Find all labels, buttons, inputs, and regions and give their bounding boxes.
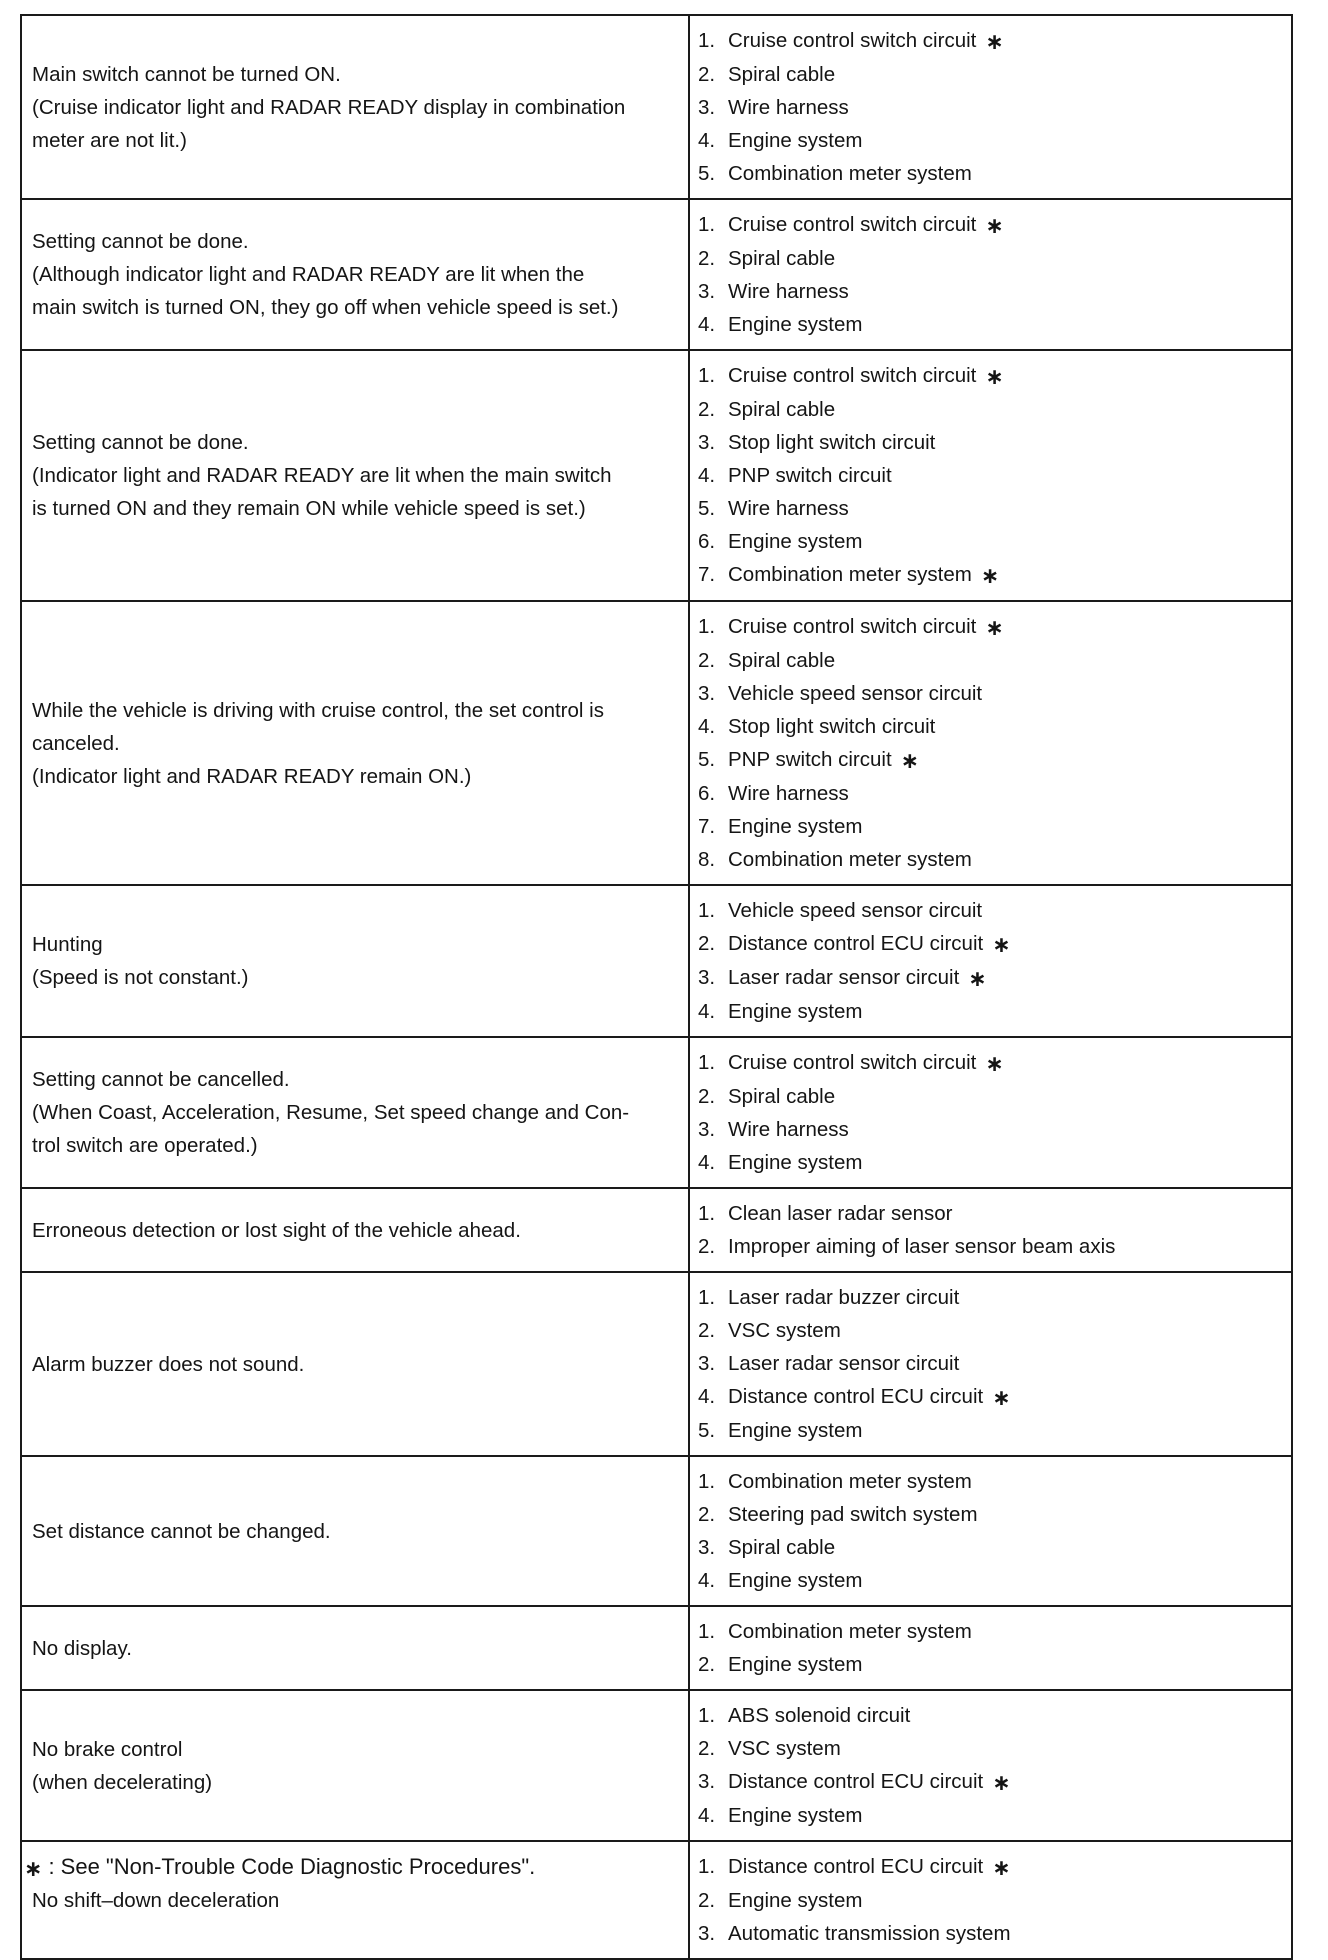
suspect-area-item — [698, 58, 1283, 91]
item-text: Laser radar buzzer circuit — [728, 1286, 960, 1309]
item-number: 7. — [698, 815, 716, 838]
symptom-text: (Although indicator light and RADAR READY are lit when the — [32, 263, 585, 286]
item-text: PNP switch circuit — [728, 464, 892, 487]
symptom-text: meter are not lit.) — [32, 128, 187, 152]
item-number: 4. — [698, 715, 716, 738]
item-number: 2. — [698, 1235, 716, 1258]
symptom-text: Erroneous detection or lost sight of the vehicle ahead. — [32, 1218, 521, 1242]
symptom-text: While the vehicle is driving with cruise control, the set control is — [32, 698, 604, 722]
symptom-text: No display. — [32, 1636, 132, 1660]
suspect-area-cell — [689, 1690, 1292, 1841]
item-number: 2. — [698, 1319, 716, 1342]
suspect-area-cell — [689, 350, 1292, 601]
item-text: Engine system — [728, 1151, 863, 1174]
symptom-text: Setting cannot be done. — [32, 230, 249, 253]
item-number: 6. — [698, 530, 716, 553]
item-text: VSC system — [728, 1319, 841, 1342]
suspect-area-item — [698, 1230, 1283, 1263]
item-number: 1. — [698, 29, 716, 52]
suspect-area-cell — [689, 1606, 1292, 1690]
item-number: 2. — [698, 63, 716, 86]
suspect-area-item — [698, 275, 1283, 308]
asterisk-icon: ∗ — [992, 932, 1011, 957]
suspect-area-cell — [689, 199, 1292, 350]
symptom-text: Set distance cannot be changed. — [32, 1519, 331, 1543]
item-number: 5. — [698, 748, 716, 771]
item-text: Cruise control switch circuit — [728, 29, 977, 52]
item-number: 1. — [698, 364, 716, 387]
table-row — [21, 1690, 1292, 1841]
suspect-area-item — [698, 1732, 1283, 1765]
item-text: Engine system — [728, 815, 863, 838]
asterisk-icon: ∗ — [985, 213, 1004, 238]
item-number: 2. — [698, 1503, 716, 1526]
suspect-area-cell — [689, 1841, 1292, 1959]
symptom-text: Hunting — [32, 933, 103, 956]
symptom-cell — [21, 1690, 689, 1841]
item-text: Engine system — [728, 313, 863, 336]
symptom-cell — [21, 1606, 689, 1690]
item-number: 2. — [698, 649, 716, 672]
suspect-area-item — [698, 995, 1283, 1028]
item-number: 5. — [698, 162, 716, 185]
item-text: Spiral cable — [728, 1085, 836, 1108]
item-number: 3. — [698, 1922, 716, 1945]
suspect-area-cell — [689, 1188, 1292, 1272]
item-number: 3. — [698, 96, 716, 119]
asterisk-icon: ∗ — [24, 1856, 43, 1881]
suspect-area-item — [698, 1498, 1283, 1531]
suspect-area-item — [698, 610, 1283, 644]
item-text: Engine system — [728, 1419, 863, 1442]
table-row — [21, 199, 1292, 350]
suspect-area-item — [698, 208, 1283, 242]
item-text: Stop light switch circuit — [728, 715, 936, 738]
asterisk-icon: ∗ — [992, 1770, 1011, 1795]
symptom-text: (when decelerating) — [32, 1770, 213, 1794]
symptom-text: (Indicator light and RADAR READY remain ON.) — [32, 764, 472, 788]
suspect-area-item — [698, 1765, 1283, 1799]
item-number: 1. — [698, 1202, 716, 1225]
symptom-text: Setting cannot be done. — [32, 431, 249, 454]
item-number: 1. — [698, 213, 716, 236]
symptom-cell — [21, 15, 689, 199]
item-text: Wire harness — [728, 1118, 849, 1141]
suspect-area-item — [698, 1564, 1283, 1597]
suspect-area-item — [698, 810, 1283, 843]
item-number: 1. — [698, 1620, 716, 1643]
suspect-area-item — [698, 558, 1283, 592]
item-number: 4. — [698, 1151, 716, 1174]
suspect-area-item — [698, 242, 1283, 275]
item-number: 3. — [698, 1118, 716, 1141]
item-number: 3. — [698, 1770, 716, 1793]
item-text: Engine system — [728, 1000, 863, 1023]
item-text: Combination meter system — [728, 162, 972, 185]
item-number: 1. — [698, 1051, 716, 1074]
item-text: Cruise control switch circuit — [728, 615, 977, 638]
suspect-area-cell — [689, 15, 1292, 199]
symptom-text: main switch is turned ON, they go off when vehicle speed is set.) — [32, 296, 619, 319]
item-number: 5. — [698, 1419, 716, 1442]
symptom-cell — [21, 1456, 689, 1606]
symptom-text: canceled. — [32, 731, 120, 755]
item-number: 2. — [698, 1889, 716, 1912]
suspect-area-item — [698, 1380, 1283, 1414]
suspect-area-item — [698, 961, 1283, 995]
asterisk-icon: ∗ — [985, 615, 1004, 640]
item-text: Spiral cable — [728, 649, 836, 672]
table-row — [21, 350, 1292, 601]
table-body — [21, 15, 1292, 1959]
item-number: 3. — [698, 1536, 716, 1559]
item-text: Wire harness — [728, 497, 849, 520]
item-number: 4. — [698, 1569, 716, 1592]
item-text: Steering pad switch system — [728, 1503, 978, 1526]
item-text: Wire harness — [728, 280, 849, 303]
asterisk-icon: ∗ — [985, 1051, 1004, 1076]
item-text: Engine system — [728, 1889, 863, 1912]
symptom-cell — [21, 885, 689, 1037]
suspect-area-cell — [689, 1037, 1292, 1188]
item-text: Combination meter system — [728, 1620, 972, 1643]
symptom-cell — [21, 350, 689, 601]
item-number: 2. — [698, 1653, 716, 1676]
item-number: 2. — [698, 932, 716, 955]
item-text: Engine system — [728, 530, 863, 553]
item-text: ABS solenoid circuit — [728, 1704, 911, 1727]
suspect-area-cell — [689, 1272, 1292, 1456]
item-text: Spiral cable — [728, 398, 836, 421]
suspect-area-item — [698, 710, 1283, 743]
asterisk-icon: ∗ — [980, 563, 1000, 588]
symptom-text: Alarm buzzer does not sound. — [32, 1352, 305, 1376]
item-number: 3. — [698, 280, 716, 303]
symptom-text: No brake control — [32, 1737, 183, 1761]
item-text: Vehicle speed sensor circuit — [728, 899, 983, 922]
item-number: 1. — [698, 1855, 716, 1878]
suspect-area-item — [698, 1146, 1283, 1179]
asterisk-icon: ∗ — [992, 1385, 1011, 1410]
symptom-cell — [21, 1037, 689, 1188]
symptom-cell — [21, 1188, 689, 1272]
item-text: Engine system — [728, 1569, 863, 1592]
item-number: 4. — [698, 1804, 716, 1827]
asterisk-icon: ∗ — [985, 29, 1004, 54]
suspect-area-item — [698, 1648, 1283, 1681]
table-row — [21, 1606, 1292, 1690]
suspect-area-item — [698, 525, 1283, 558]
suspect-area-item — [698, 1046, 1283, 1080]
suspect-area-item — [698, 426, 1283, 459]
item-number: 1. — [698, 1470, 716, 1493]
symptom-cell — [21, 1272, 689, 1456]
item-text: Vehicle speed sensor circuit — [728, 682, 983, 705]
table-row — [21, 1272, 1292, 1456]
suspect-area-item — [698, 1850, 1283, 1884]
item-number: 4. — [698, 129, 716, 152]
suspect-area-cell — [689, 885, 1292, 1037]
table-row — [21, 885, 1292, 1037]
item-text: Engine system — [728, 1804, 863, 1827]
suspect-area-item — [698, 644, 1283, 677]
footnote — [24, 1854, 535, 1882]
item-text: Distance control ECU circuit — [728, 1770, 984, 1793]
item-number: 1. — [698, 615, 716, 638]
symptom-text: Main switch cannot be turned ON. — [32, 62, 341, 86]
suspect-area-item — [698, 459, 1283, 492]
suspect-area-item — [698, 1699, 1283, 1732]
item-text: Combination meter system — [728, 563, 972, 586]
item-text: Wire harness — [728, 782, 849, 805]
symptom-text: trol switch are operated.) — [32, 1134, 258, 1157]
suspect-area-item — [698, 1113, 1283, 1146]
item-number: 3. — [698, 682, 716, 705]
item-number: 1. — [698, 1704, 716, 1727]
table-row — [21, 15, 1292, 199]
item-text: Distance control ECU circuit — [728, 1855, 984, 1878]
item-number: 4. — [698, 464, 716, 487]
item-text: Combination meter system — [728, 1470, 972, 1493]
item-number: 3. — [698, 431, 716, 454]
suspect-area-item — [698, 492, 1283, 525]
symptom-text: (Speed is not constant.) — [32, 966, 249, 989]
item-text: Combination meter system — [728, 848, 972, 871]
item-number: 4. — [698, 1385, 716, 1408]
suspect-area-item — [698, 1414, 1283, 1447]
footnote-text: : See "Non-Trouble Code Diagnostic Procedures". — [48, 1854, 536, 1879]
suspect-area-item — [698, 91, 1283, 124]
suspect-area-item — [698, 677, 1283, 710]
item-text: Cruise control switch circuit — [728, 213, 977, 236]
item-number: 8. — [698, 848, 716, 871]
suspect-area-item — [698, 927, 1283, 961]
trouble-symptom-table — [20, 14, 1293, 1960]
suspect-area-item — [698, 1917, 1283, 1950]
suspect-area-item — [698, 1465, 1283, 1498]
item-text: Wire harness — [728, 96, 849, 119]
suspect-area-item — [698, 843, 1283, 876]
item-number: 2. — [698, 398, 716, 421]
item-text: Spiral cable — [728, 63, 836, 86]
item-number: 4. — [698, 313, 716, 336]
item-text: VSC system — [728, 1737, 841, 1760]
suspect-area-item — [698, 24, 1283, 58]
item-text: Laser radar sensor circuit — [728, 1352, 960, 1375]
asterisk-icon: ∗ — [968, 966, 987, 991]
asterisk-icon: ∗ — [985, 364, 1004, 389]
item-number: 2. — [698, 1737, 716, 1760]
suspect-area-item — [698, 894, 1283, 927]
suspect-area-item — [698, 1531, 1283, 1564]
symptom-text: (Cruise indicator light and RADAR READY display in combination — [32, 95, 626, 119]
item-text: Clean laser radar sensor — [728, 1202, 953, 1225]
table-row — [21, 601, 1292, 885]
item-number: 1. — [698, 899, 716, 922]
symptom-text: Setting cannot be cancelled. — [32, 1068, 290, 1091]
suspect-area-item — [698, 1281, 1283, 1314]
item-text: Engine system — [728, 1653, 863, 1676]
table-row — [21, 1456, 1292, 1606]
suspect-area-item — [698, 393, 1283, 426]
item-number: 6. — [698, 782, 716, 805]
item-text: Spiral cable — [728, 247, 836, 270]
item-number: 3. — [698, 1352, 716, 1375]
item-number: 2. — [698, 1085, 716, 1108]
suspect-area-item — [698, 1314, 1283, 1347]
suspect-area-cell — [689, 1456, 1292, 1606]
suspect-area-item — [698, 1615, 1283, 1648]
symptom-text: is turned ON and they remain ON while vehicle speed is set.) — [32, 497, 586, 520]
item-number: 4. — [698, 1000, 716, 1023]
suspect-area-item — [698, 1799, 1283, 1832]
item-text: Stop light switch circuit — [728, 431, 936, 454]
suspect-area-item — [698, 1347, 1283, 1380]
item-number: 1. — [698, 1286, 716, 1309]
suspect-area-item — [698, 124, 1283, 157]
suspect-area-item — [698, 1080, 1283, 1113]
item-text: Spiral cable — [728, 1536, 836, 1559]
symptom-text: (When Coast, Acceleration, Resume, Set speed change and Con- — [32, 1101, 630, 1124]
item-text: Distance control ECU circuit — [728, 1385, 984, 1408]
asterisk-icon: ∗ — [992, 1855, 1011, 1880]
item-text: Improper aiming of laser sensor beam axis — [728, 1235, 1116, 1258]
item-text: PNP switch circuit — [728, 748, 892, 771]
item-text: Distance control ECU circuit — [728, 932, 984, 955]
item-text: Cruise control switch circuit — [728, 1051, 977, 1074]
suspect-area-item — [698, 157, 1283, 190]
suspect-area-item — [698, 1197, 1283, 1230]
suspect-area-item — [698, 1884, 1283, 1917]
item-number: 2. — [698, 247, 716, 270]
item-text: Automatic transmission system — [728, 1922, 1011, 1945]
symptom-text: (Indicator light and RADAR READY are lit when the main switch — [32, 464, 612, 487]
suspect-area-item — [698, 359, 1283, 393]
suspect-area-item — [698, 777, 1283, 810]
item-number: 3. — [698, 966, 716, 989]
suspect-area-item — [698, 308, 1283, 341]
table-row — [21, 1188, 1292, 1272]
item-text: Cruise control switch circuit — [728, 364, 977, 387]
item-text: Engine system — [728, 129, 863, 152]
asterisk-icon: ∗ — [900, 748, 920, 773]
table-row — [21, 1037, 1292, 1188]
suspect-area-cell — [689, 601, 1292, 885]
symptom-cell — [21, 199, 689, 350]
symptom-text: No shift–down deceleration — [32, 1888, 280, 1912]
suspect-area-item — [698, 743, 1283, 777]
item-text: Laser radar sensor circuit — [728, 966, 960, 989]
item-number: 7. — [698, 563, 716, 586]
item-number: 5. — [698, 497, 716, 520]
symptom-cell — [21, 601, 689, 885]
